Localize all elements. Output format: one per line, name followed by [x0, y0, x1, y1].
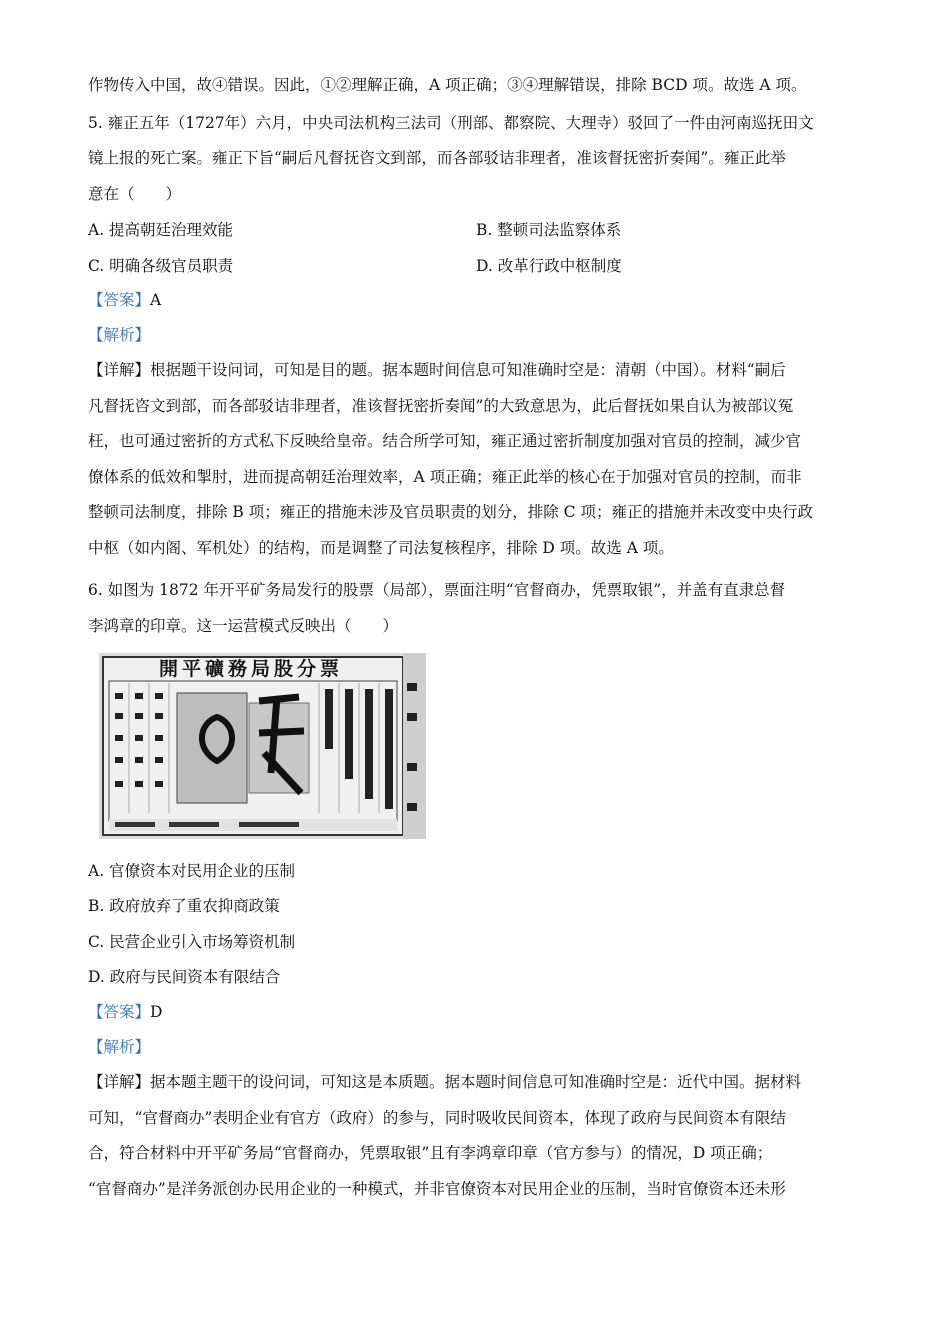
question-5-detail: 整顿司法制度，排除 B 项；雍正的措施未涉及官员职责的划分，排除 C 项；雍正的措施并未改变中央行政	[88, 503, 813, 521]
detail-tag: 【详解】	[88, 1073, 151, 1091]
detail-tag: 【详解】	[88, 361, 151, 379]
certificate-header-text: 開平礦務局股分票	[158, 658, 344, 680]
answer-tag: 【答案】	[88, 1003, 151, 1021]
analysis-tag: 【解析】	[88, 1038, 151, 1056]
question-6-detail: “官督商办”是洋务派创办民用企业的一种模式，并非官僚资本对民用企业的压制，当时官僚资本还未形	[88, 1180, 786, 1198]
analysis-tag: 【解析】	[88, 326, 151, 344]
question-5-option-a: A. 提高朝廷治理效能	[88, 221, 234, 239]
question-6-detail: 合，符合材料中开平矿务局“官督商办，凭票取银”且有李鸿章印章（官方参与）的情况，D 项正确；	[88, 1144, 773, 1162]
question-5-analysis	[88, 325, 868, 345]
question-6-option-d: D. 政府与民间资本有限结合	[88, 968, 281, 986]
question-6-option-b: B. 政府放弃了重农抑商政策	[88, 897, 280, 915]
text-line: 作物传入中国，故④错误。因此，①②理解正确，A 项正确；③④理解错误，排除 BCD 项。故选 A 项。	[88, 76, 807, 94]
question-6-stem: 李鸿章的印章。这一运营模式反映出（ ）	[88, 617, 399, 635]
stock-certificate-image	[99, 653, 426, 839]
question-5-option-c: C. 明确各级官员职责	[88, 257, 234, 275]
question-5-option-b: B. 整顿司法监察体系	[476, 221, 622, 239]
detail-text: 据本题主题干的设问词，可知这是本质题。据本题时间信息可知准确时空是：近代中国。据材料	[150, 1073, 802, 1091]
question-6-option-a: A. 官僚资本对民用企业的压制	[88, 862, 296, 880]
question-5-detail: 僚体系的低效和掣肘，进而提高朝廷治理效率，A 项正确；雍正此举的核心在于加强对官员的控制，而非	[88, 468, 802, 486]
question-6-analysis	[88, 1037, 868, 1057]
answer-tag: 【答案】	[88, 291, 151, 309]
question-5-option-d: D. 改革行政中枢制度	[476, 257, 622, 275]
question-6-answer	[88, 1002, 868, 1022]
question-5-answer	[88, 290, 868, 310]
detail-text: 根据题干设问词，可知是目的题。据本题时间信息可知准确时空是：清朝（中国）。材料“嗣后	[150, 361, 786, 379]
question-5-stem: 镜上报的死亡案。雍正下旨“嗣后凡督抚咨文到部，而各部驳诘非理者，准该督抚密折奏闻”。雍正此举	[88, 149, 786, 167]
answer-value: D	[150, 1003, 163, 1021]
question-5-detail: 中枢（如内阁、军机处）的结构，而是调整了司法复核程序，排除 D 项。故选 A 项。	[88, 539, 674, 557]
question-6-detail	[88, 1072, 868, 1092]
question-5-detail: 凡督抚咨文到部，而各部驳诘非理者，准该督抚密折奏闻”的大致意思为，此后督抚如果自认为被部议冤	[88, 397, 794, 415]
question-5-detail	[88, 360, 868, 380]
question-6-stem: 6. 如图为 1872 年开平矿务局发行的股票（局部），票面注明“官督商办，凭票取银”，并盖有直隶总督	[88, 581, 786, 599]
question-6-detail: 可知，“官督商办”表明企业有官方（政府）的参与，同时吸收民间资本，体现了政府与民间资本有限结	[88, 1109, 786, 1127]
answer-value: A	[150, 291, 162, 309]
question-5-stem: 意在（ ）	[88, 185, 182, 203]
question-6-option-c: C. 民营企业引入市场筹资机制	[88, 933, 296, 951]
question-5-stem: 5. 雍正五年（1727年）六月，中央司法机构三法司（刑部、都察院、大理寺）驳回了一件由河南巡抚田文	[88, 114, 814, 132]
question-5-detail: 枉，也可通过密折的方式私下反映给皇帝。结合所学可知，雍正通过密折制度加强对官员的控制，减少官	[88, 432, 802, 450]
